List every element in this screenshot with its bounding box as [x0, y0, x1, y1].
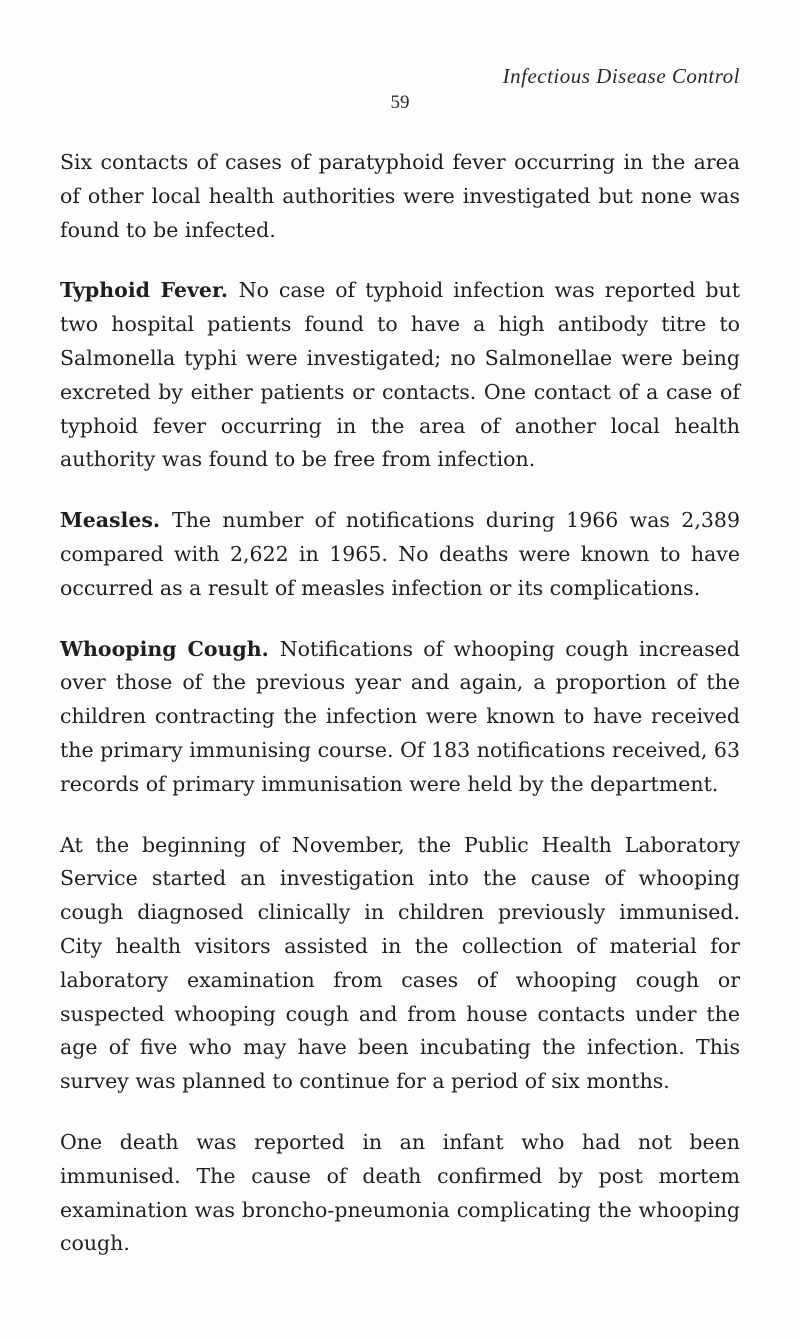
paragraph-whooping-cough: [60, 633, 740, 802]
paragraph-text: At the beginning of November, the Public Health Laboratory Service started an investigation into the cause of whooping cough diagnosed clinically in children previously immunised. City health visitors assisted in the collection of material for laboratory examination from cases of whooping cough or suspected whooping cough and from house contacts under the age of five who may have been incubating the infection. This survey was planned to continue for a period of six months.: [60, 832, 740, 1094]
paragraph-infant-death: [60, 1126, 740, 1261]
section-heading-whooping-cough: Whooping Cough.: [60, 636, 280, 661]
paragraph-laboratory-investigation: [60, 829, 740, 1099]
paragraph-paratyphoid-contacts: [60, 146, 740, 247]
paragraph-measles: [60, 504, 740, 605]
body-text: [60, 146, 740, 1288]
section-heading-measles: Measles.: [60, 508, 173, 533]
page-number: 59: [390, 92, 410, 113]
section-heading-typhoid-fever: Typhoid Fever.: [60, 278, 239, 303]
paragraph-text: The number of notifications during 1966 was 2,389 compared with 2,622 in 1965. No deaths were known to have occurred as a result of measles infection or its complications.: [60, 508, 740, 600]
paragraph-text: Six contacts of cases of paratyphoid fever occurring in the area of other local health authorities were investigated but none was found to be infected.: [60, 150, 740, 242]
running-title: Infectious Disease Control: [502, 64, 740, 88]
paragraph-typhoid-fever: [60, 274, 740, 477]
paragraph-text: One death was reported in an infant who had not been immunised. The cause of death confirmed by post mortem examination was broncho-pneumonia complicating the whooping cough.: [60, 1129, 740, 1256]
paragraph-text: Notifications of whooping cough increased over those of the previous year and again, a proportion of the children contracting the infection were known to have received the primary immunising course. Of 183 notifications received, 63 records of primary immunisation were held by the department.: [60, 636, 740, 796]
paragraph-text: No case of typhoid infection was reported but two hospital patients found to have a high antibody titre to Salmonella typhi were investigated; no Salmonellae were being excreted by either patients or contacts. One contact of a case of typhoid fever occurring in the area of another local health authority was found to be free from infection.: [60, 278, 740, 472]
